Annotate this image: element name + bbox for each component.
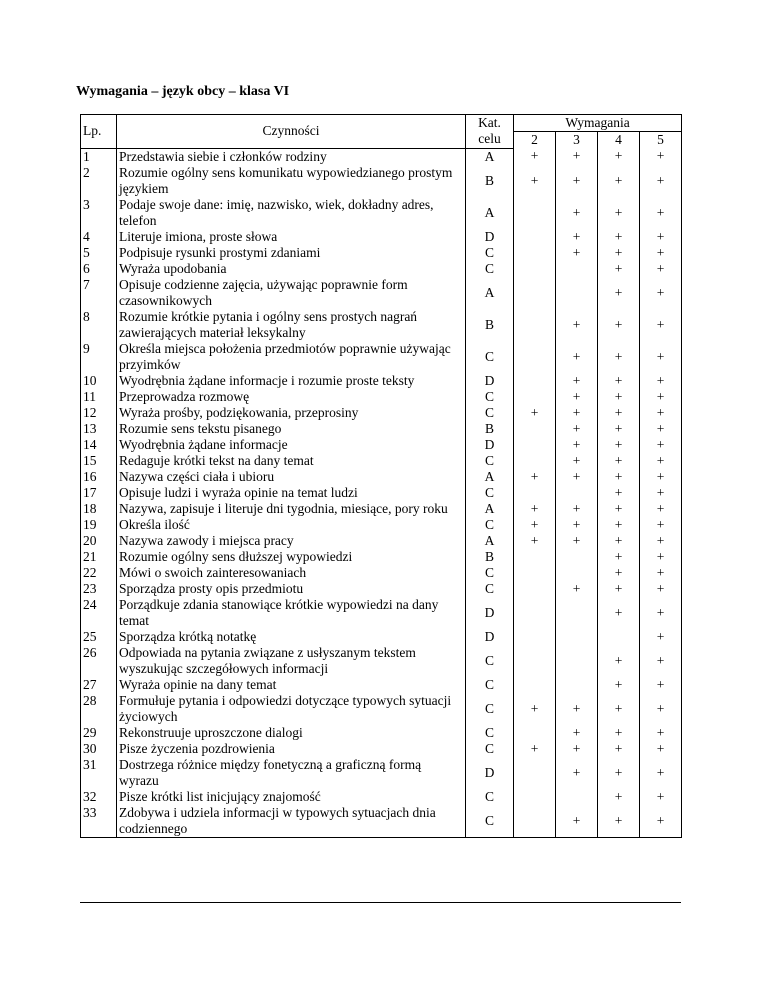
table-row (81, 437, 682, 453)
row-category: D (466, 629, 514, 645)
row-requirement-mark: + (640, 789, 682, 805)
row-category: A (466, 197, 514, 229)
header-kat-celu (466, 115, 514, 149)
table-row (81, 533, 682, 549)
row-category: A (466, 277, 514, 309)
row-number: 20 (81, 533, 117, 549)
table-row (81, 148, 682, 165)
row-requirement-mark: + (640, 757, 682, 789)
row-category: A (466, 501, 514, 517)
header-level: 3 (556, 132, 598, 149)
row-requirement-mark: + (598, 405, 640, 421)
table-row (81, 677, 682, 693)
row-number: 32 (81, 789, 117, 805)
row-requirement-mark: + (598, 229, 640, 245)
row-requirement-mark: + (640, 805, 682, 838)
row-requirement-mark: + (598, 485, 640, 501)
row-category: D (466, 373, 514, 389)
row-requirement-mark: + (640, 597, 682, 629)
row-requirement-mark (514, 805, 556, 838)
table-row (81, 341, 682, 373)
row-category: D (466, 757, 514, 789)
table-row (81, 645, 682, 677)
row-requirement-mark (598, 629, 640, 645)
row-requirement-mark: + (556, 501, 598, 517)
table-row (81, 421, 682, 437)
row-requirement-mark (514, 453, 556, 469)
row-requirement-mark: + (598, 757, 640, 789)
row-requirement-mark (514, 629, 556, 645)
row-requirement-mark: + (640, 485, 682, 501)
row-activity: Przeprowadza rozmowę (117, 389, 466, 405)
row-requirement-mark: + (514, 405, 556, 421)
row-requirement-mark (556, 677, 598, 693)
row-category: C (466, 261, 514, 277)
table-row (81, 629, 682, 645)
row-requirement-mark: + (556, 309, 598, 341)
row-requirement-mark: + (640, 165, 682, 197)
row-requirement-mark (514, 549, 556, 565)
row-category: C (466, 341, 514, 373)
row-requirement-mark: + (640, 677, 682, 693)
header-lp: Lp. (81, 115, 117, 149)
row-requirement-mark (556, 277, 598, 309)
row-requirement-mark: + (556, 517, 598, 533)
row-requirement-mark: + (556, 725, 598, 741)
row-category: D (466, 229, 514, 245)
row-requirement-mark: + (640, 565, 682, 581)
table-header (81, 115, 682, 149)
row-requirement-mark: + (598, 517, 640, 533)
row-number: 15 (81, 453, 117, 469)
row-requirement-mark (514, 261, 556, 277)
row-category: A (466, 469, 514, 485)
row-requirement-mark: + (598, 437, 640, 453)
row-requirement-mark: + (640, 309, 682, 341)
table-row (81, 485, 682, 501)
table-row (81, 501, 682, 517)
row-requirement-mark (556, 629, 598, 645)
table-row (81, 725, 682, 741)
row-requirement-mark (556, 789, 598, 805)
row-requirement-mark (556, 565, 598, 581)
row-requirement-mark: + (640, 373, 682, 389)
table-row (81, 549, 682, 565)
table-row (81, 389, 682, 405)
row-requirement-mark: + (598, 245, 640, 261)
row-requirement-mark: + (640, 693, 682, 725)
row-requirement-mark (514, 373, 556, 389)
row-activity: Rozumie krótkie pytania i ogólny sens prostych nagrań zawierających materiał leksykalny (117, 309, 466, 341)
row-activity: Rozumie sens tekstu pisanego (117, 421, 466, 437)
row-activity: Sporządza prosty opis przedmiotu (117, 581, 466, 597)
row-activity: Rekonstruuje uproszczone dialogi (117, 725, 466, 741)
row-requirement-mark (514, 437, 556, 453)
row-requirement-mark (514, 757, 556, 789)
row-number: 3 (81, 197, 117, 229)
row-category: C (466, 389, 514, 405)
row-requirement-mark (514, 277, 556, 309)
row-requirement-mark (514, 485, 556, 501)
row-requirement-mark: + (514, 741, 556, 757)
row-number: 14 (81, 437, 117, 453)
row-number: 12 (81, 405, 117, 421)
table-row (81, 405, 682, 421)
row-requirement-mark: + (640, 501, 682, 517)
row-category: C (466, 517, 514, 533)
row-requirement-mark: + (598, 373, 640, 389)
header-level: 4 (598, 132, 640, 149)
row-number: 19 (81, 517, 117, 533)
row-requirement-mark: + (640, 533, 682, 549)
row-requirement-mark: + (556, 165, 598, 197)
table-row (81, 517, 682, 533)
table-row (81, 805, 682, 838)
row-requirement-mark: + (598, 645, 640, 677)
row-number: 10 (81, 373, 117, 389)
row-number: 13 (81, 421, 117, 437)
row-number: 17 (81, 485, 117, 501)
row-number: 31 (81, 757, 117, 789)
row-number: 28 (81, 693, 117, 725)
row-activity: Podpisuje rysunki prostymi zdaniami (117, 245, 466, 261)
row-requirement-mark: + (640, 405, 682, 421)
table-row (81, 693, 682, 725)
row-requirement-mark: + (556, 148, 598, 165)
row-activity: Opisuje ludzi i wyraża opinie na temat ludzi (117, 485, 466, 501)
row-category: D (466, 437, 514, 453)
row-requirement-mark: + (598, 565, 640, 581)
row-requirement-mark: + (598, 581, 640, 597)
table-row (81, 197, 682, 229)
row-requirement-mark (556, 261, 598, 277)
row-category: C (466, 693, 514, 725)
row-requirement-mark: + (598, 549, 640, 565)
table-row (81, 597, 682, 629)
row-requirement-mark: + (556, 245, 598, 261)
row-requirement-mark: + (640, 741, 682, 757)
row-activity: Redaguje krótki tekst na dany temat (117, 453, 466, 469)
table-row (81, 453, 682, 469)
row-number: 25 (81, 629, 117, 645)
row-category: C (466, 453, 514, 469)
row-requirement-mark (514, 245, 556, 261)
row-requirement-mark: + (514, 501, 556, 517)
row-number: 4 (81, 229, 117, 245)
row-requirement-mark: + (556, 405, 598, 421)
row-activity: Wyodrębnia żądane informacje (117, 437, 466, 453)
row-activity: Określa ilość (117, 517, 466, 533)
table-row (81, 309, 682, 341)
row-activity: Opisuje codzienne zajęcia, używając poprawnie form czasownikowych (117, 277, 466, 309)
row-requirement-mark: + (598, 341, 640, 373)
row-requirement-mark: + (556, 693, 598, 725)
row-category: C (466, 645, 514, 677)
row-requirement-mark: + (598, 501, 640, 517)
table-row (81, 757, 682, 789)
row-activity: Dostrzega różnice między fonetyczną a graficzną formą wyrazu (117, 757, 466, 789)
row-requirement-mark: + (556, 421, 598, 437)
row-requirement-mark: + (598, 421, 640, 437)
row-number: 5 (81, 245, 117, 261)
row-activity: Zdobywa i udziela informacji w typowych sytuacjach dnia codziennego (117, 805, 466, 838)
row-requirement-mark: + (556, 389, 598, 405)
row-category: B (466, 421, 514, 437)
row-requirement-mark (514, 565, 556, 581)
row-category: C (466, 677, 514, 693)
row-requirement-mark (514, 229, 556, 245)
row-requirement-mark: + (598, 165, 640, 197)
row-requirement-mark (514, 341, 556, 373)
row-requirement-mark: + (556, 437, 598, 453)
row-requirement-mark: + (640, 389, 682, 405)
row-activity: Nazywa zawody i miejsca pracy (117, 533, 466, 549)
row-requirement-mark: + (640, 469, 682, 485)
row-requirement-mark: + (640, 581, 682, 597)
row-activity: Pisze życzenia pozdrowienia (117, 741, 466, 757)
row-requirement-mark: + (640, 725, 682, 741)
header-level: 5 (640, 132, 682, 149)
row-activity: Określa miejsca położenia przedmiotów poprawnie używając przyimków (117, 341, 466, 373)
row-requirement-mark: + (640, 261, 682, 277)
row-number: 2 (81, 165, 117, 197)
row-activity: Wyraża prośby, podziękowania, przeprosiny (117, 405, 466, 421)
row-requirement-mark (514, 725, 556, 741)
row-category: A (466, 148, 514, 165)
row-activity: Literuje imiona, proste słowa (117, 229, 466, 245)
row-number: 1 (81, 148, 117, 165)
row-requirement-mark: + (640, 229, 682, 245)
row-number: 11 (81, 389, 117, 405)
row-requirement-mark: + (598, 789, 640, 805)
row-activity: Rozumie ogólny sens dłuższej wypowiedzi (117, 549, 466, 565)
row-requirement-mark (514, 389, 556, 405)
row-category: C (466, 485, 514, 501)
row-number: 29 (81, 725, 117, 741)
row-requirement-mark: + (556, 469, 598, 485)
row-category: C (466, 805, 514, 838)
table-row (81, 565, 682, 581)
row-category: D (466, 597, 514, 629)
row-category: B (466, 309, 514, 341)
row-activity: Formułuje pytania i odpowiedzi dotyczące typowych sytuacji życiowych (117, 693, 466, 725)
row-requirement-mark: + (598, 148, 640, 165)
row-requirement-mark: + (598, 725, 640, 741)
row-number: 7 (81, 277, 117, 309)
row-requirement-mark: + (598, 533, 640, 549)
row-number: 24 (81, 597, 117, 629)
row-category: C (466, 405, 514, 421)
row-requirement-mark: + (514, 469, 556, 485)
table-row (81, 469, 682, 485)
table-row (81, 261, 682, 277)
row-requirement-mark: + (640, 245, 682, 261)
row-requirement-mark: + (514, 533, 556, 549)
row-category: C (466, 741, 514, 757)
row-requirement-mark (514, 789, 556, 805)
row-activity: Nazywa, zapisuje i literuje dni tygodnia, miesiące, pory roku (117, 501, 466, 517)
row-number: 6 (81, 261, 117, 277)
row-requirement-mark: + (514, 165, 556, 197)
row-activity: Porządkuje zdania stanowiące krótkie wypowiedzi na dany temat (117, 597, 466, 629)
row-activity: Nazywa części ciała i ubioru (117, 469, 466, 485)
row-requirement-mark (556, 597, 598, 629)
row-activity: Przedstawia siebie i członków rodziny (117, 148, 466, 165)
row-category: C (466, 581, 514, 597)
header-level: 2 (514, 132, 556, 149)
bottom-rule (80, 902, 681, 903)
row-category: A (466, 533, 514, 549)
row-category: C (466, 565, 514, 581)
row-requirement-mark: + (514, 693, 556, 725)
row-requirement-mark: + (598, 389, 640, 405)
row-requirement-mark: + (598, 469, 640, 485)
row-activity: Sporządza krótką notatkę (117, 629, 466, 645)
row-requirement-mark: + (640, 517, 682, 533)
row-requirement-mark (514, 645, 556, 677)
row-requirement-mark: + (640, 645, 682, 677)
row-requirement-mark: + (640, 629, 682, 645)
row-requirement-mark: + (556, 341, 598, 373)
row-number: 33 (81, 805, 117, 838)
row-category: C (466, 245, 514, 261)
row-requirement-mark: + (640, 148, 682, 165)
requirements-table (80, 114, 682, 838)
row-activity: Wyraża opinie na dany temat (117, 677, 466, 693)
row-requirement-mark (514, 597, 556, 629)
table-row (81, 789, 682, 805)
row-activity: Pisze krótki list inicjujący znajomość (117, 789, 466, 805)
row-activity: Odpowiada na pytania związane z usłyszanym tekstem wyszukując szczegółowych informacji (117, 645, 466, 677)
row-requirement-mark: + (514, 517, 556, 533)
row-category: B (466, 549, 514, 565)
row-requirement-mark: + (598, 693, 640, 725)
row-requirement-mark (556, 485, 598, 501)
row-requirement-mark: + (598, 309, 640, 341)
table-row (81, 373, 682, 389)
header-wymagania: Wymagania (514, 115, 682, 132)
row-requirement-mark: + (556, 453, 598, 469)
row-requirement-mark: + (556, 757, 598, 789)
row-requirement-mark: + (640, 421, 682, 437)
row-activity: Podaje swoje dane: imię, nazwisko, wiek, dokładny adres, telefon (117, 197, 466, 229)
header-czynnosci: Czynności (117, 115, 466, 149)
row-category: C (466, 725, 514, 741)
row-requirement-mark: + (598, 197, 640, 229)
row-requirement-mark (514, 197, 556, 229)
row-requirement-mark: + (556, 197, 598, 229)
row-number: 23 (81, 581, 117, 597)
table-row (81, 741, 682, 757)
row-requirement-mark (514, 581, 556, 597)
table-row (81, 165, 682, 197)
row-requirement-mark: + (598, 261, 640, 277)
row-requirement-mark: + (598, 597, 640, 629)
table-row (81, 581, 682, 597)
row-requirement-mark: + (598, 805, 640, 838)
row-number: 30 (81, 741, 117, 757)
row-activity: Mówi o swoich zainteresowaniach (117, 565, 466, 581)
row-requirement-mark: + (640, 453, 682, 469)
row-category: C (466, 789, 514, 805)
row-requirement-mark: + (598, 677, 640, 693)
row-requirement-mark: + (598, 453, 640, 469)
page-title: Wymagania – język obcy – klasa VI (76, 84, 290, 99)
row-requirement-mark: + (556, 373, 598, 389)
row-requirement-mark: + (640, 437, 682, 453)
table-row (81, 229, 682, 245)
row-requirement-mark: + (598, 741, 640, 757)
row-requirement-mark: + (556, 805, 598, 838)
table-body (81, 148, 682, 837)
header-kat-line1: Kat. (478, 115, 501, 131)
row-requirement-mark: + (556, 533, 598, 549)
row-number: 26 (81, 645, 117, 677)
row-requirement-mark: + (640, 341, 682, 373)
row-number: 18 (81, 501, 117, 517)
row-activity: Wyraża upodobania (117, 261, 466, 277)
row-number: 9 (81, 341, 117, 373)
row-requirement-mark (514, 421, 556, 437)
row-requirement-mark (514, 677, 556, 693)
row-requirement-mark (514, 309, 556, 341)
row-requirement-mark: + (640, 277, 682, 309)
row-requirement-mark: + (640, 549, 682, 565)
row-number: 8 (81, 309, 117, 341)
row-requirement-mark (556, 645, 598, 677)
row-requirement-mark: + (556, 229, 598, 245)
row-activity: Wyodrębnia żądane informacje i rozumie proste teksty (117, 373, 466, 389)
row-requirement-mark: + (556, 741, 598, 757)
row-activity: Rozumie ogólny sens komunikatu wypowiedzianego prostym językiem (117, 165, 466, 197)
row-number: 21 (81, 549, 117, 565)
row-number: 27 (81, 677, 117, 693)
row-number: 16 (81, 469, 117, 485)
row-requirement-mark: + (640, 197, 682, 229)
row-requirement-mark: + (598, 277, 640, 309)
row-requirement-mark (556, 549, 598, 565)
row-requirement-mark: + (514, 148, 556, 165)
row-number: 22 (81, 565, 117, 581)
row-requirement-mark: + (556, 581, 598, 597)
table-row (81, 277, 682, 309)
table-row (81, 245, 682, 261)
row-category: B (466, 165, 514, 197)
header-kat-line2: celu (478, 131, 501, 147)
